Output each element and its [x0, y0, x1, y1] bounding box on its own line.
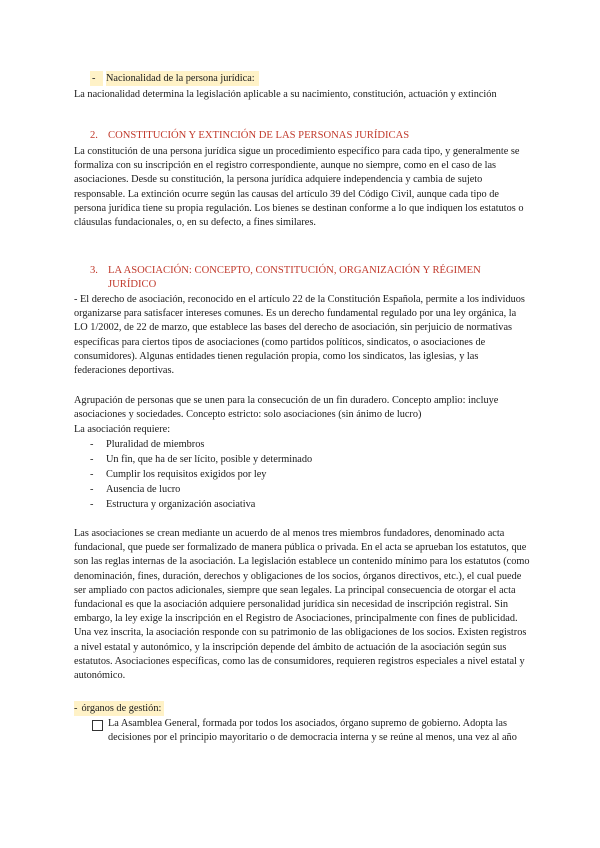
requirement-text: Un fin, que ha de ser lícito, posible y determinado [106, 454, 313, 465]
requirement-item [74, 452, 530, 467]
bullet-dash: - [74, 703, 78, 714]
nationality-bullet [74, 71, 530, 86]
section-heading-2 [74, 129, 494, 143]
constitution-paragraph: La constitución de una persona jurídica sigue un procedimiento específico para cada tipo, y generalmente se formaliza con su inscripción en el registro correspondiente, aunque no siempre, como en el caso de las asociaciones. Desde su constitución, la persona jurídica adquiere independencia y cambia de sujeto responsable. La extinción ocurre según las causas del artículo 39 del Código Civil, aunque cada tipo de persona jurídica tiene su propia regulación. Los bienes se destinan conforme a lo que indiquen los estatutos o cláusulas fundacionales, o, en su defecto, a fines similares. [74, 146, 524, 229]
checkbox-icon [92, 720, 103, 731]
requirement-text: Ausencia de lucro [106, 484, 181, 495]
requirement-item [74, 437, 530, 452]
bullet-dash: - [90, 71, 103, 86]
bullet-dash: - [90, 439, 94, 450]
heading-number: 2. [90, 130, 98, 141]
general-assembly-paragraph: La Asamblea General, formada por todos los asociados, órgano supremo de gobierno. Adopta las decisiones por el principio mayoritario o de democracia interna y se reúne al menos, una vez al año [108, 718, 517, 744]
nationality-paragraph: La nacionalidad determina la legislación aplicable a su nacimiento, constitución, actuación y extinción [74, 89, 497, 100]
heading-title: LA ASOCIACIÓN: CONCEPTO, CONSTITUCIÓN, ORGANIZACIÓN Y RÉGIMEN JURÍDICO [108, 265, 481, 290]
bullet-dash: - [90, 469, 94, 480]
associations-creation-paragraph: Las asociaciones se crean mediante un acuerdo de al menos tres miembros fundadores, denominado acta fundacional, que puede ser formalizado de manera pública o privada. En el acta se aprueban los estatutos, que son las reglas internas de la asociación. La legislación establece un contenido mínimo para los estatutos (como denominación, fines, duración, derechos y obligaciones de los socios, órganos directivos, etc.), el cual puede ser ampliado con pactos adicionales, siempre que sean legales. La principal consecuencia de otorgar el acta fundacional es que la asociación adquiere personalidad jurídica sin necesidad de inscripción registral. Sin embargo, la ley exige la inscripción en el Registro de Asociaciones, principalmente con fines de publicidad. Una vez inscrita, la asociación responde con su patrimonio de las obligaciones de los socios. Existen registros a nivel estatal y autonómico, y la inscripción depende del ámbito de actuación de la asociación según sus estatutos. Asociaciones específicas, como las de consumidores, requieren registros especiales a nivel estatal y autonómico. [74, 528, 530, 682]
bullet-dash: - [90, 484, 94, 495]
nationality-title: Nacionalidad de la persona jurídica: [106, 71, 259, 86]
requirement-text: Cumplir los requisitos exigidos por ley [106, 469, 267, 480]
association-right-paragraph: - El derecho de asociación, reconocido en el artículo 22 de la Constitución Española, permite a los individuos organizarse para satisfacer intereses comunes. Es un derecho fundamental regulado por una ley orgánica, la LO 1/2002, de 22 de marzo, que establece las bases del derecho de asociación, sin perjuicio de normativas específicas para ciertos tipos de asociaciones (como partidos políticos, sindicatos, o asociaciones de consumidores). Algunas entidades tienen regulación propia, como los sindicatos, las iglesias, y las federaciones deportivas. [74, 294, 525, 377]
requirement-text: Pluralidad de miembros [106, 439, 205, 450]
requirement-text: Estructura y organización asociativa [106, 499, 256, 510]
management-bodies-label: órganos de gestión: [81, 703, 162, 714]
heading-number: 3. [90, 265, 98, 276]
association-definition-paragraph: Agrupación de personas que se unen para la consecución de un fin duradero. Concepto amplio: incluye asociaciones y sociedades. Concepto estricto: solo asociaciones (sin ánimo de lucro) [74, 395, 499, 421]
section-heading-3 [74, 264, 494, 292]
requirement-item [74, 482, 530, 497]
requirement-item [74, 467, 530, 482]
bullet-dash: - [90, 499, 94, 510]
management-bodies-bullet [74, 701, 530, 716]
requirements-label: La asociación requiere: [74, 424, 171, 435]
heading-title: CONSTITUCIÓN Y EXTINCIÓN DE LAS PERSONAS JURÍDICAS [108, 130, 410, 141]
bullet-dash: - [90, 454, 94, 465]
requirement-item [74, 497, 530, 512]
management-bodies-title [74, 701, 164, 716]
